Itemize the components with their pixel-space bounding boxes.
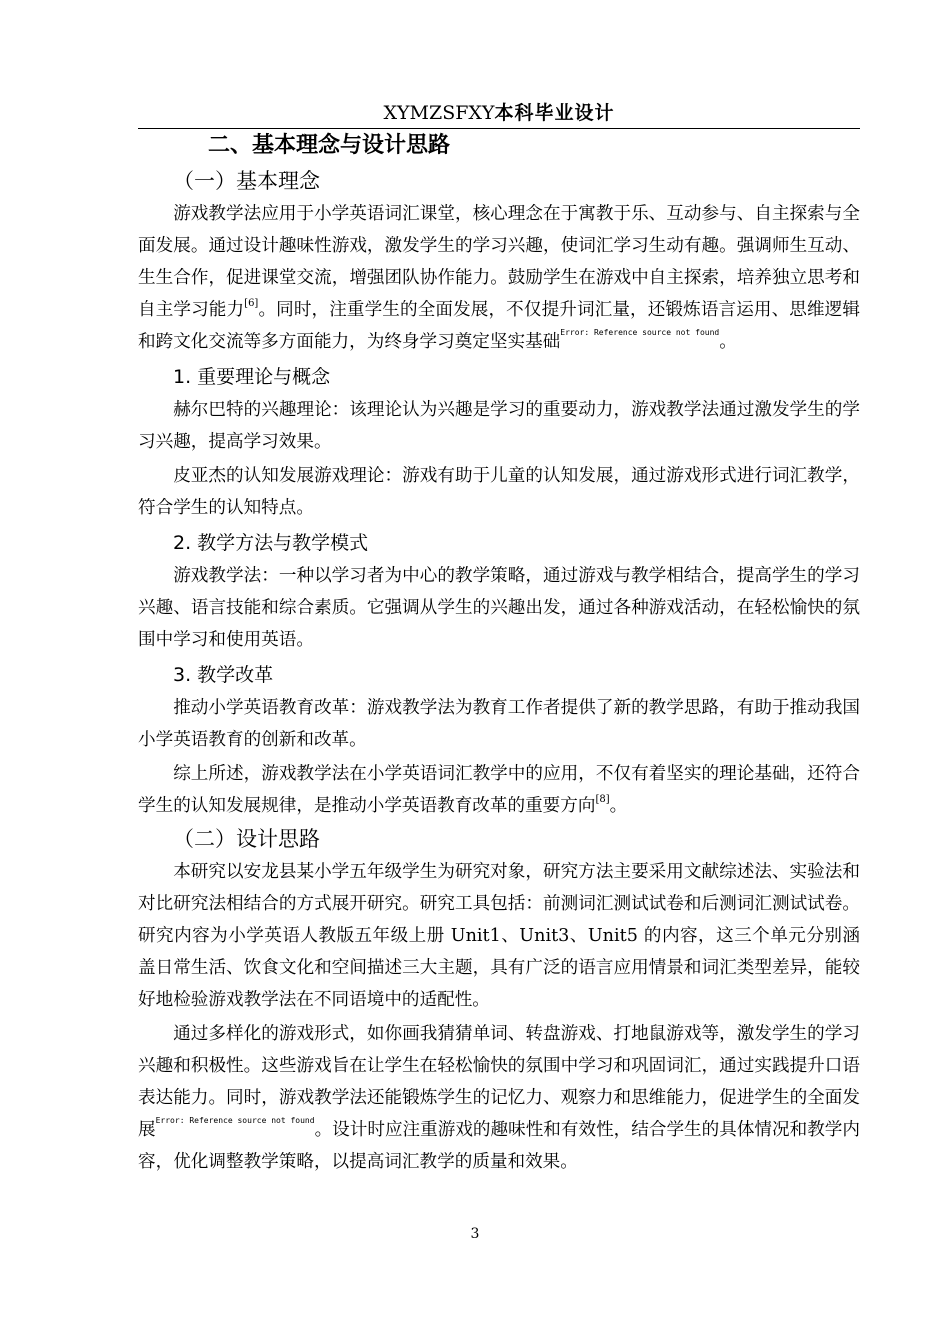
heading-methods: 2. 教学方法与教学模式 — [173, 532, 369, 554]
basic-concept-paragraph: 游戏教学法应用于小学英语词汇课堂，核心理念在于寓教于乐、互动参与、自主探索与全面发展。通过设计趣味性游戏，激发学生的学习兴趣，使词汇学习生动有趣。强调师生互动、生生合作，促进课堂交流，增强团队协作能力。鼓励学生在游戏中自主探索，培养独立思考和自主学习能力[6]。同时，注重学生的全面发展，不仅提升词汇量，还锻炼语言运用、思维逻辑和跨文化交流等多方面能力，为终身学习奠定坚实基础$^{Error: Reference source not found}$。 — [138, 204, 860, 352]
paragraph-reform: 推动小学英语教育改革：游戏教学法为教育工作者提供了新的教学思路，有助于推动我国小学英语教育的创新和改革。 — [138, 698, 860, 750]
citation-6: [6] — [244, 298, 259, 309]
header-cn: 本科毕业设计 — [494, 102, 615, 124]
paragraph-summary: 综上所述，游戏教学法在小学英语词汇教学中的应用，不仅有着坚实的理论基础，还符合学生的认知发展规律，是推动小学英语教育改革的重要方向[8]。 — [138, 764, 860, 816]
section-title: 二、基本理念与设计思路 — [208, 133, 451, 158]
page-number: 3 — [470, 1226, 480, 1242]
paragraph-herbart: 赫尔巴特的兴趣理论：该理论认为兴趣是学习的重要动力，游戏教学法通过激发学生的学习兴趣，提高学习效果。 — [138, 400, 860, 452]
subsection-design-title: （二）设计思路 — [173, 827, 320, 851]
paragraph-game-forms: 通过多样化的游戏形式，如你画我猜猜单词、转盘游戏、打地鼠游戏等，激发学生的学习兴趣和积极性。这些游戏旨在让学生在轻松愉快的氛围中学习和巩固词汇，通过实践提升口语表达能力。同时，游戏教学法还能锻炼学生的记忆力、观察力和思维能力，促进学生的全面发展$^{Error: Reference source not found}$。设计时应注重游戏的趣味性和有效性，结合学生的具体情况和教学内容，优化调整教学策略，以提高词汇教学的质量和效果。 — [138, 1024, 860, 1172]
paragraph-game-method: 游戏教学法：一种以学习者为中心的教学策略，通过游戏与教学相结合，提高学生的学习兴趣、语言技能和综合素质。它强调从学生的兴趣出发，通过各种游戏活动，在轻松愉快的氛围中学习和使用英语。 — [138, 566, 860, 650]
reference-error: Error: Reference source not found — [560, 328, 720, 337]
paragraph-piaget: 皮亚杰的认知发展游戏理论：游戏有助于儿童的认知发展，通过游戏形式进行词汇教学，符合学生的认知特点。 — [138, 466, 860, 518]
reference-error: Error: Reference source not found — [155, 1116, 315, 1125]
body-content — [138, 128, 860, 1178]
running-header — [138, 100, 860, 126]
heading-theories: 1. 重要理论与概念 — [173, 366, 331, 388]
heading-reform: 3. 教学改革 — [173, 664, 274, 686]
citation-8: [8] — [595, 794, 610, 805]
paragraph-research-design: 本研究以安龙县某小学五年级学生为研究对象，研究方法主要采用文献综述法、实验法和对比研究法相结合的方式展开研究。研究工具包括：前测词汇测试试卷和后测词汇测试试卷。研究内容为小学英语人教版五年级上册 Unit1、Unit3、Unit5 的内容，这三个单元分别涵盖日常生活、饮食文化和空间描述三大主题，具有广泛的语言应用情景和词汇类型差异，能较好地检验游戏教学法在不同语境中的适配性。 — [138, 862, 860, 1010]
header-latin: XYMZSFXY — [383, 102, 495, 124]
subsection-basic-concept-title: （一）基本理念 — [173, 169, 320, 193]
